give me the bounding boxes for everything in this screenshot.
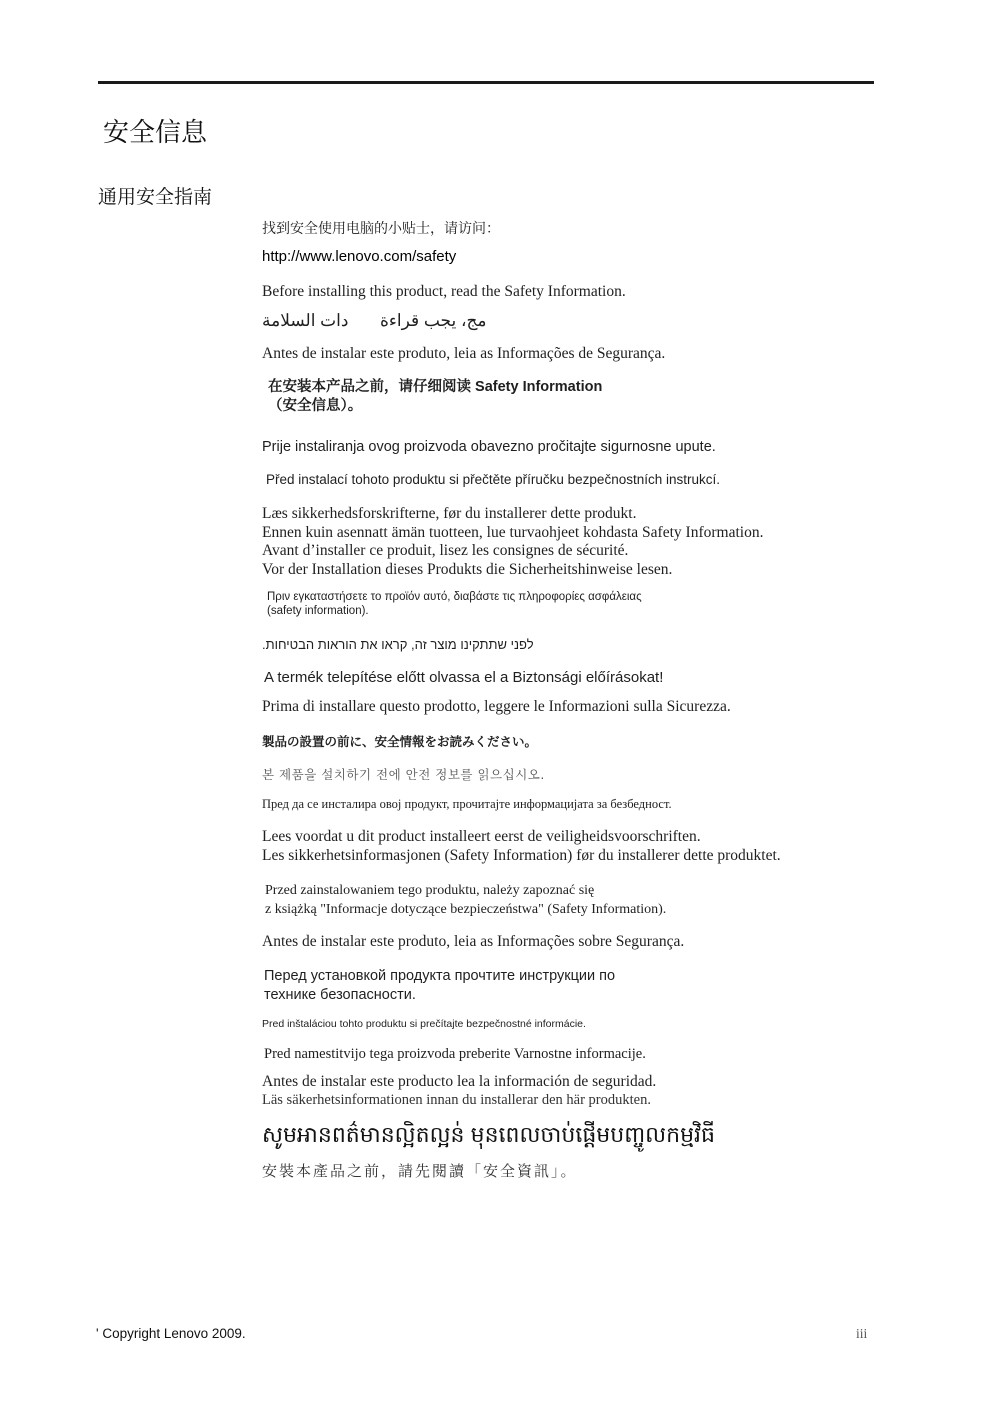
notice-greek-line1: Πριν εγκαταστήσετε το προϊόν αυτό, διαβάστε τις πληροφορίες ασφάλειας — [267, 591, 642, 603]
notice-hebrew: לפני שתתקינו מוצר זה, קראו את הוראות הבטיחות. — [262, 637, 534, 652]
notice-finnish: Ennen kuin asennatt ämän tuotteen, lue turvaohjeet kohdasta Safety Information. — [262, 523, 764, 541]
notice-russian — [264, 967, 615, 1004]
notice-greek-line2: (safety information). — [267, 605, 369, 617]
notice-macedonian: Пред да се инсталира овој продукт, прочитајте информацијата за безбедност. — [262, 797, 672, 811]
notice-russian-line1: Перед установкой продукта прочтите инструкции по — [264, 968, 616, 984]
notice-german: Vor der Installation dieses Produkts die Sicherheitshinweise lesen. — [262, 560, 673, 578]
notice-slovenian: Pred namestitvijo tega proizvoda preberite Varnostne informacije. — [264, 1046, 646, 1062]
notice-portuguese-pt: Antes de instalar este produto, leia as Informações sobre Segurança. — [262, 933, 685, 950]
notice-dutch: Lees voordat u dit product installeert eerst de veiligheidsvoorschriften. — [262, 828, 701, 845]
notice-spanish: Antes de instalar este producto lea la información de seguridad. — [262, 1073, 657, 1090]
notice-chinese-simplified-line1: 在安装本产品之前，请仔细阅读 Safety Information — [268, 379, 603, 395]
notice-portuguese-br: Antes de instalar este produto, leia as Informações de Segurança. — [262, 345, 666, 362]
notice-greek — [267, 590, 642, 618]
notice-polish — [265, 882, 666, 919]
notice-nordic-group — [262, 505, 763, 579]
notice-chinese-simplified — [268, 378, 602, 415]
notice-chinese-traditional: 安裝本產品之前，請先閱讀「安全資訊」。 — [262, 1162, 578, 1180]
notice-japanese: 製品の設置の前に、安全情報をお読みください。 — [262, 734, 538, 749]
notice-khmer: សូមអានពត៌មានល្អិតល្អន់ មុនពេលចាប់ផ្តើមបញ្ចូលកម្មវិធី — [262, 1122, 715, 1147]
notice-russian-line2: технике безопасности. — [264, 986, 416, 1003]
notice-hungarian: A termék telepítése előtt olvassa el a Biztonsági előírásokat! — [264, 669, 664, 686]
notice-korean: 본 제품을 설치하기 전에 안전 정보를 읽으십시오. — [262, 767, 545, 782]
notice-italian: Prima di installare questo prodotto, leggere le Informazioni sulla Sicurezza. — [262, 698, 731, 715]
notice-croatian: Prije instaliranja ovog proizvoda obavezno pročitajte sigurnosne upute. — [262, 439, 716, 455]
notice-norwegian: Les sikkerhetsinformasjonen (Safety Information) før du installerer dette produktet. — [262, 846, 781, 864]
notice-dutch-norwegian — [262, 828, 781, 865]
notice-slovak: Pred inštaláciou tohto produktu si prečítajte bezpečnostné informácie. — [262, 1018, 586, 1030]
notice-chinese-simplified-line2: （安全信息）。 — [268, 397, 363, 414]
section-heading: 通用安全指南 — [98, 186, 213, 208]
notice-polish-line2: z książką "Informacje dotyczące bezpieczeństwa" (Safety Information). — [265, 901, 667, 917]
notice-swedish: Läs säkerhetsinformationen innan du installerar den här produkten. — [262, 1092, 651, 1108]
notice-arabic-part2: مج، يجب قراءة — [380, 311, 487, 330]
safety-url: http://www.lenovo.com/safety — [262, 248, 457, 265]
notice-french: Avant d’installer ce produit, lisez les consignes de sécurité. — [262, 542, 629, 559]
notice-arabic-part1: دات السلامة — [262, 311, 349, 330]
top-rule — [98, 81, 874, 84]
intro-chinese: 找到安全使用电脑的小贴士，请访问： — [262, 221, 500, 237]
notice-english: Before installing this product, read the Safety Information. — [262, 283, 626, 300]
notice-danish: Læs sikkerhedsforskrifterne, før du installerer dette produkt. — [262, 505, 637, 522]
notice-polish-line1: Przed zainstalowaniem tego produktu, należy zapoznać się — [265, 883, 595, 898]
copyright-notice: ' Copyright Lenovo 2009. — [96, 1326, 246, 1341]
page-number: iii — [856, 1326, 868, 1341]
notice-czech: Před instalací tohoto produktu si přečtěte příručku bezpečnostních instrukcí. — [266, 472, 720, 487]
page-title: 安全信息 — [103, 118, 208, 148]
